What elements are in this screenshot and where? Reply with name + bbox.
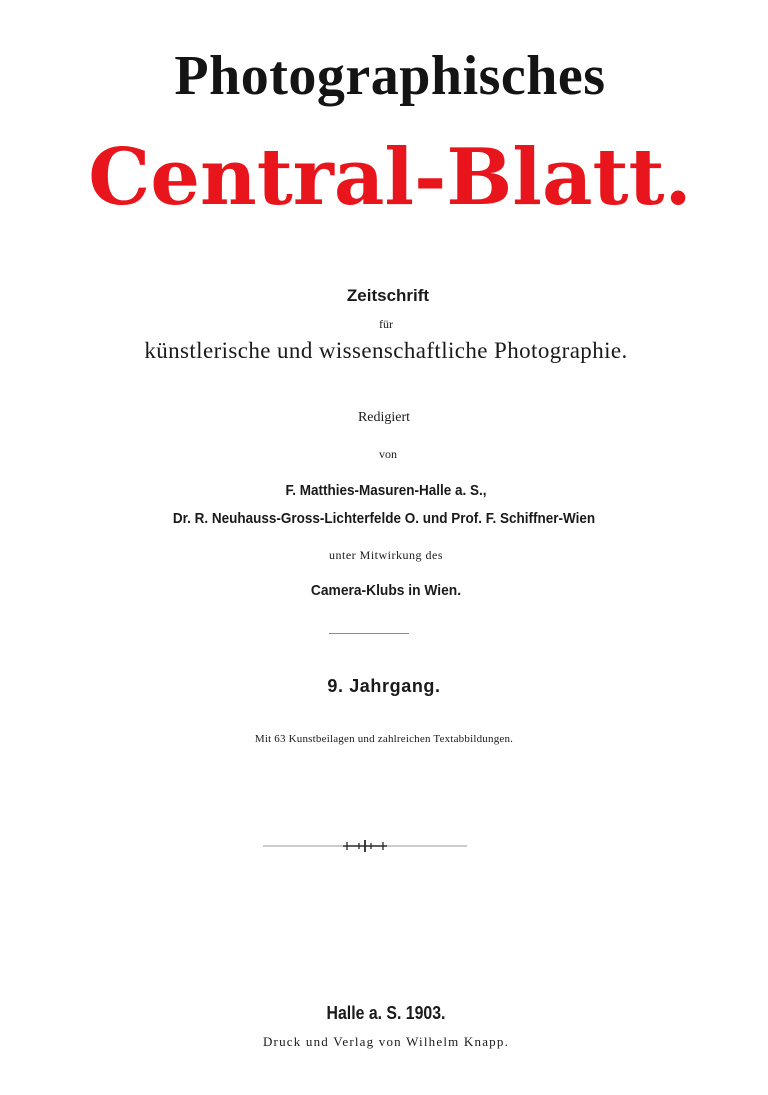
divider-rule (329, 633, 409, 634)
subtitle-description: künstlerische und wissenschaftliche Photographie. (144, 338, 628, 363)
imprint-publisher: Druck und Verlag von Wilhelm Knapp. (262, 1034, 510, 1049)
cooperation-club: Camera-Klubs in Wien. (310, 582, 462, 599)
subtitle-fuer: für (379, 317, 393, 331)
volume-label: 9. Jahrgang. (327, 676, 441, 696)
ornament-divider (263, 838, 467, 854)
title-line-2: Central-Blatt. (88, 132, 692, 223)
editor-line-1: F. Matthies-Masuren-Halle a. S., (285, 482, 487, 499)
editor-line-2: Dr. R. Neuhauss-Gross-Lichterfelde O. und Prof. F. Schiffner-Wien (172, 510, 596, 527)
imprint-place-year: Halle a. S. 1903. (326, 1003, 446, 1023)
title-line-1: Photographisches (174, 45, 606, 107)
subtitle-zeitschrift: Zeitschrift (346, 286, 430, 305)
cooperation-intro: unter Mitwirkung des (329, 548, 443, 562)
editors-intro-redigiert: Redigiert (357, 410, 411, 425)
volume-note: Mit 63 Kunstbeilagen und zahlreichen Textabbildungen. (254, 733, 514, 745)
editors-intro-von: von (379, 447, 397, 461)
